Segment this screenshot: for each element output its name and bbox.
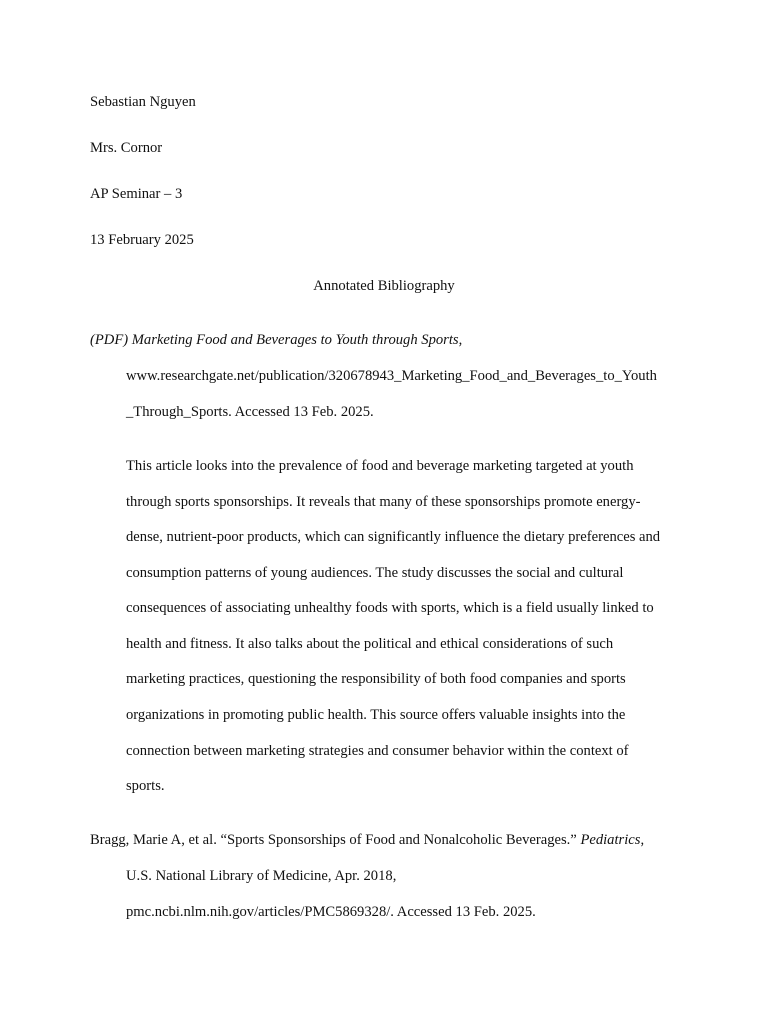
annotation-1-line: consumption patterns of young audiences. The study discusses the social and cultural <box>126 564 624 581</box>
course-name: AP Seminar – 3 <box>90 186 183 202</box>
annotation-1-line: health and fitness. It also talks about the political and ethical considerations of such <box>126 635 614 652</box>
annotation-1-line: marketing practices, questioning the responsibility of both food companies and sports <box>126 671 626 687</box>
annotation-1-line: through sports sponsorships. It reveals that many of these sponsorships promote energy- <box>126 493 641 510</box>
citation-1-line: www.researchgate.net/publication/320678943_Marketing_Food_and_Beverages_to_Youth <box>126 368 657 384</box>
annotation-1-line: This article looks into the prevalence of food and beverage marketing targeted at youth <box>126 458 634 474</box>
teacher-name: Mrs. Cornor <box>90 140 163 156</box>
citation-1-line: _Through_Sports. Accessed 13 Feb. 2025. <box>126 404 374 420</box>
citation-1-first-line <box>90 330 462 350</box>
citation-2-line: U.S. National Library of Medicine, Apr. 2018, <box>126 868 397 884</box>
citation-2-line: pmc.ncbi.nlm.nih.gov/articles/PMC5869328/. Accessed 13 Feb. 2025. <box>126 904 536 920</box>
citation-2-journal: Pediatrics <box>580 832 641 848</box>
student-name: Sebastian Nguyen <box>90 94 196 110</box>
citation-1-title-separator: , <box>458 332 463 348</box>
document-date: 13 February 2025 <box>90 232 194 248</box>
annotation-1-line: consequences of associating unhealthy foods with sports, which is a field usually linked to <box>126 600 654 616</box>
annotation-1-line: sports. <box>126 778 165 794</box>
citation-1-title: (PDF) Marketing Food and Beverages to Youth through Sports <box>90 332 459 348</box>
citation-2-first-line <box>90 830 644 850</box>
annotation-1-line: organizations in promoting public health. This source offers valuable insights into the <box>126 707 626 723</box>
annotation-1-line: connection between marketing strategies and consumer behavior within the context of <box>126 742 629 759</box>
annotation-1-line: dense, nutrient-poor products, which can significantly influence the dietary preferences and <box>126 529 661 545</box>
citation-2-journal-separator: , <box>640 832 645 848</box>
citation-2-lead: Bragg, Marie A, et al. “Sports Sponsorships of Food and Nonalcoholic Beverages.” <box>90 832 581 848</box>
document-title: Annotated Bibliography <box>313 278 455 294</box>
